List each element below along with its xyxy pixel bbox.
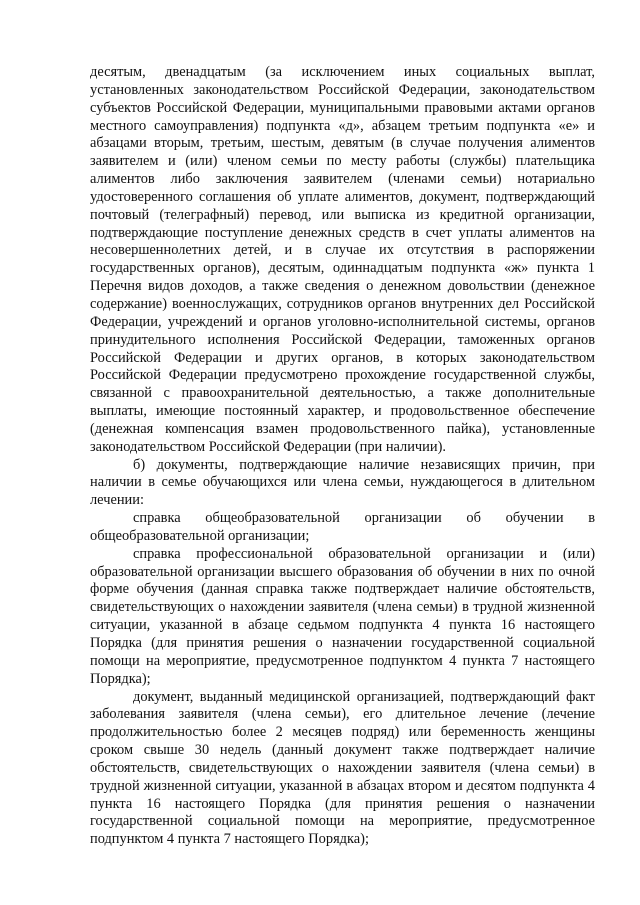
paragraph-income-documents-continuation: десятым, двенадцатым (за исключением иных социальных выплат, установленных законодательством Российской Федерации, законодательством субъектов Российской Федерации, муниципальными правовыми актами органов местного самоуправления) подпункта «д», абзацем третьим подпункта «е» и абзацами вторым, третьим, шестым, девятым (в случае получения алиментов заявителем и (или) членом семьи по месту работы (службы) плательщика алиментов либо заключения заявителем (членами семьи) нотариально удостоверенного соглашения об уплате алиментов, документ, подтверждающий почтовый (телеграфный) перевод, или выписка из кредитной организации, подтверждающие поступление денежных средств в счет уплаты алиментов на несовершеннолетних детей, и в случае их отсутствия в распоряжении государственных органов), десятым, одиннадцатым подпункта «ж» пункта 1 Перечня видов доходов, а также сведения о денежном довольствии (денежное содержание) военнослужащих, сотрудников органов внутренних дел Российской Федерации, учреждений и органов уголовно-исполнительной системы, органов принудительного исполнения Российской Федерации, таможенных органов Российской Федерации и других органов, в которых законодательством Российской Федерации предусмотрено прохождение государственной службы, связанной с правоохранительной деятельностью, а также дополнительные выплаты, имеющие постоянный характер, и продовольственное обеспечение (денежная компенсация взамен продовольственного пайка), установленные законодательством Российской Федерации (при наличии). [90,64,595,455]
paragraph-higher-education-certificate: справка профессиональной образовательной организации и (или) образовательной организации высшего образования об обучении в них по очной форме обучения (данная справка также подтверждает наличие обстоятельств, свидетельствующих о нахождении заявителя (члена семьи) в трудной жизненной ситуации, указанной в абзаце седьмом подпункта 4 пункта 16 настоящего Порядка (для принятия решения о назначении государственной социальной помощи на мероприятие, предусмотренное подпунктом 4 пункта 7 настоящего Порядка); [90,545,595,687]
paragraph-general-school-certificate: справка общеобразовательной организации об обучении в общеобразовательной организации; [90,510,595,544]
paragraph-subitem-b: б) документы, подтверждающие наличие независящих причин, при наличии в семье обучающихся или члена семьи, нуждающегося в длительном лечении: [90,456,595,509]
document-page [90,64,595,849]
paragraph-medical-document: документ, выданный медицинской организацией, подтверждающий факт заболевания заявителя (члена семьи), его длительное лечение (лечение продолжительностью более 2 месяцев подряд) или беременность женщины сроком свыше 30 недель (данный документ также подтверждает наличие обстоятельств, свидетельствующих о нахождении заявителя (члена семьи) в трудной жизненной ситуации, указанной в абзацах втором и десятом подпункта 4 пункта 16 настоящего Порядка (для принятия решения о назначении государственной социальной помощи на мероприятие, предусмотренное подпунктом 4 пункта 7 настоящего Порядка); [90,688,595,848]
